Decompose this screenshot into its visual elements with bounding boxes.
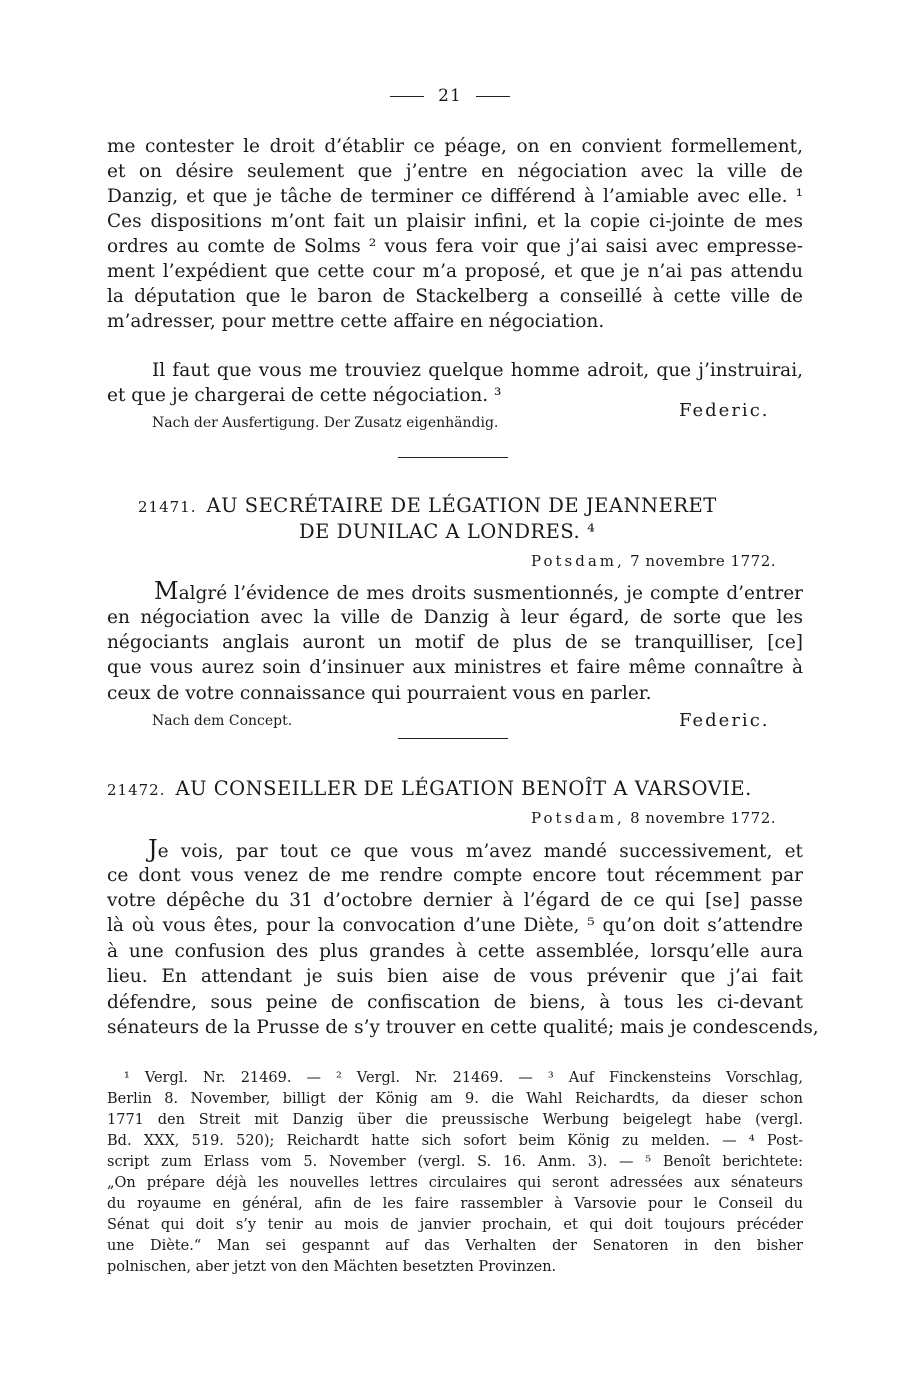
text-line: là où vous êtes, pour la convocation d’une Diète, ⁵ qu’on doit s’attendre (107, 915, 803, 936)
text-line: ment l’expédient que cette cour m’a proposé, et que je n’ai pas attendu (107, 261, 803, 282)
signature: Federic. (679, 710, 770, 731)
text-line: ordres au comte de Solms ² vous fera voir que j’ai saisi avec empresse- (107, 236, 803, 257)
text-line: lieu. En attendant je suis bien aise de vous prévenir que j’ai fait (107, 966, 803, 987)
footnote-line: Bd. XXX, 519. 520); Reichardt hatte sich sofort beim König zu melden. — ⁴ Post- (107, 1133, 803, 1149)
text-line: m’adresser, pour mettre cette affaire en négociation. (107, 311, 605, 332)
letter-heading-line2: DE DUNILAC A LONDRES. ⁴ (299, 520, 596, 543)
letter-heading (107, 777, 752, 800)
letter-heading (138, 494, 717, 517)
footnote-line: Berlin 8. November, billigt der König am 9. die Wahl Reichardts, da dieser schon (107, 1091, 803, 1107)
text-line: ce dont vous venez de me rendre compte encore tout récemment par (107, 865, 803, 886)
text-line: Danzig, et que je tâche de terminer ce différend à l’amiable avec elle. ¹ (107, 186, 803, 207)
text-line: que vous aurez soin d’insinuer aux ministres et faire même connaître à (107, 657, 803, 678)
dateline (531, 552, 776, 570)
letter-heading-text: AU CONSEILLER DE LÉGATION BENOÎT A VARSOVIE. (175, 777, 752, 800)
divider (398, 738, 508, 739)
text-line: Il faut que vous me trouviez quelque homme adroit, que j’instruirai, (152, 360, 803, 381)
dropcap: M (154, 577, 179, 605)
letter-number: 21472. (107, 781, 166, 799)
text-line: et que je chargerai de cette négociation. ³ (107, 385, 502, 406)
text-line: la députation que le baron de Stackelberg a conseillé à cette ville de (107, 286, 803, 307)
letter-number: 21471. (138, 498, 197, 516)
footnote-line: „On prépare déjà les nouvelles lettres circulaires qui seront adressées aux sénateurs (107, 1175, 803, 1191)
text-line: ceux de votre connaissance qui pourraient vous en parler. (107, 683, 652, 704)
source-note: Nach der Ausfertigung. Der Zusatz eigenhändig. (152, 415, 499, 431)
date-place: Potsdam, (531, 552, 625, 570)
footnote-line: 1771 den Streit mit Danzig über die preussische Werbung beigelegt habe (vergl. (107, 1112, 803, 1128)
text-line: en négociation avec la ville de Danzig à leur égard, de sorte que les (107, 607, 803, 628)
signature: Federic. (679, 400, 770, 421)
date-place: Potsdam, (531, 809, 625, 827)
page-number: 21 (0, 86, 900, 106)
date: 8 novembre 1772. (630, 809, 776, 827)
divider (398, 457, 508, 458)
footnote-line: script zum Erlass vom 5. November (vergl. S. 16. Anm. 3). — ⁵ Benoît berichtete: (107, 1154, 803, 1170)
letter-heading-line1: AU SECRÉTAIRE DE LÉGATION DE JEANNERET (206, 494, 717, 517)
text-line: et on désire seulement que j’entre en négociation avec la ville de (107, 161, 803, 182)
dropcap: J (148, 835, 158, 863)
footnote-line: une Diète.“ Man sei gespannt auf das Verhalten der Senatoren in den bisher (107, 1238, 803, 1254)
footnote-line: polnischen, aber jetzt von den Mächten besetzten Provinzen. (107, 1259, 557, 1275)
text-line: sénateurs de la Prusse de s’y trouver en cette qualité; mais je condescends, (107, 1017, 819, 1038)
page-number-dash-left (390, 96, 424, 97)
text-line: Ces dispositions m’ont fait un plaisir infini, et la copie ci-jointe de mes (107, 211, 803, 232)
footnote-line: Sénat qui doit s’y tenir au mois de janvier prochain, et qui doit toujours précéder (107, 1217, 803, 1233)
text-line: Malgré l’évidence de mes droits susmentionnés, je compte d’entrer (154, 577, 803, 605)
text-line: à une confusion des plus grandes à cette assemblée, lorsqu’elle aura (107, 941, 803, 962)
text-line: négociants anglais auront un motif de plus de se tranquilliser, [ce] (107, 632, 803, 653)
text-line: Je vois, par tout ce que vous m’avez mandé successivement, et (148, 835, 803, 863)
text-line: me contester le droit d’établir ce péage, on en convient formellement, (107, 136, 803, 157)
text-line: défendre, sous peine de confiscation de biens, à tous les ci-devant (107, 992, 803, 1013)
dateline (531, 809, 776, 827)
source-note: Nach dem Concept. (152, 713, 293, 729)
text-line: votre dépêche du 31 d’octobre dernier à l’égard de ce qui [se] passe (107, 890, 803, 911)
page-number-dash-right (476, 96, 510, 97)
footnote-line: ¹ Vergl. Nr. 21469. — ² Vergl. Nr. 21469. — ³ Auf Finckensteins Vorschlag, (124, 1070, 803, 1086)
date: 7 novembre 1772. (630, 552, 776, 570)
footnote-line: du royaume en général, afin de les faire rassembler à Varsovie pour le Conseil du (107, 1196, 803, 1212)
